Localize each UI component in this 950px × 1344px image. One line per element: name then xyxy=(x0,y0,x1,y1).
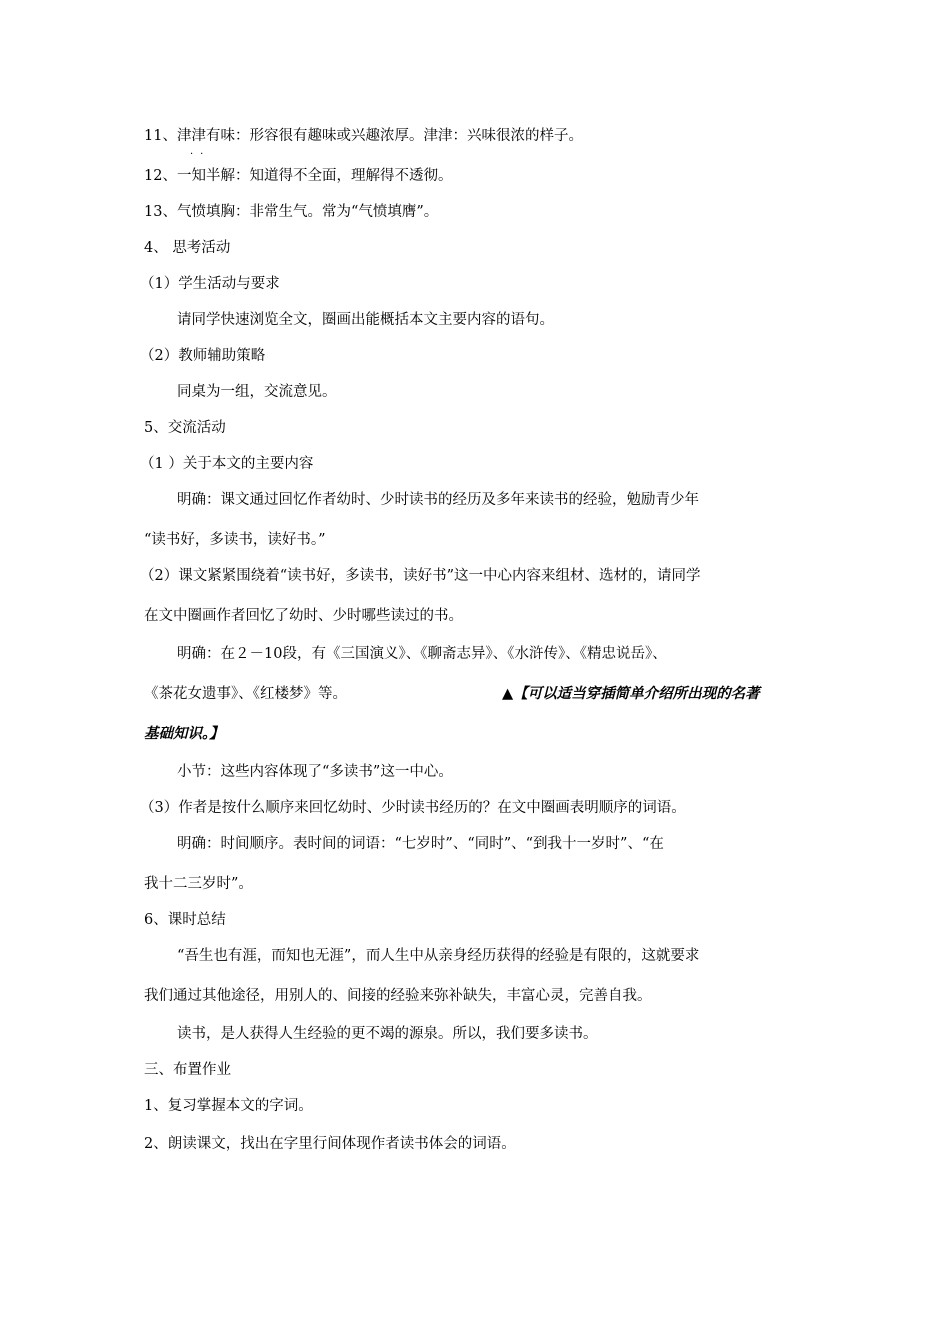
paragraph: 同桌为一组，交流意见。 xyxy=(177,384,337,400)
paragraph: 请同学快速浏览全文，圈画出能概括本文主要内容的语句。 xyxy=(177,312,554,328)
vocab-item-11: 11、津津有味：形容很有趣味或兴趣浓厚。津津：兴味很浓的样子。 xyxy=(144,128,583,144)
paragraph-continuation: 在文中圈画作者回忆了幼时、少时哪些读过的书。 xyxy=(144,608,463,624)
section-heading-3: 三、布置作业 xyxy=(144,1062,231,1078)
subsection-2: （2）教师辅助策略 xyxy=(140,348,266,364)
paragraph: 读书，是人获得人生经验的更不竭的源泉。所以，我们要多读书。 xyxy=(177,1026,598,1042)
paragraph-continuation: 我十二三岁时”。 xyxy=(144,876,253,892)
paragraph-continuation: “读书好，多读书，读好书。” xyxy=(144,532,326,548)
paragraph-continuation: 《茶花女遗事》、《红楼梦》等。 xyxy=(144,686,347,702)
section-heading-5: 5、交流活动 xyxy=(144,420,226,436)
homework-item-1: 1、复习掌握本文的字词。 xyxy=(144,1098,313,1114)
teaching-note-continuation: 基础知识。】 xyxy=(144,726,224,742)
paragraph: 明确：在２－10段，有《三国演义》、《聊斋志异》、《水浒传》、《精忠说岳》、 xyxy=(177,646,667,662)
paragraph: 明确：课文通过回忆作者幼时、少时读书的经历及多年来读书的经验，勉励青少年 xyxy=(177,492,699,508)
section-heading-4: 4、 思考活动 xyxy=(144,240,231,256)
homework-item-2: 2、朗读课文，找出在字里行间体现作者读书体会的词语。 xyxy=(144,1136,516,1152)
paragraph-continuation: 我们通过其他途径，用别人的、间接的经验来弥补缺失，丰富心灵，完善自我。 xyxy=(144,988,652,1004)
vocab-item-13: 13、气愤填胸：非常生气。常为“气愤填膺”。 xyxy=(144,204,439,220)
section-heading-6: 6、课时总结 xyxy=(144,912,226,928)
vocab-item-12: 12、一知半解：知道得不全面，理解得不透彻。 xyxy=(144,168,453,184)
subsection-3: （3）作者是按什么顺序来回忆幼时、少时读书经历的？在文中圈画表明顺序的词语。 xyxy=(140,800,686,816)
paragraph: 明确：时间顺序。表时间的词语：“七岁时”、“同时”、“到我十一岁时”、“在 xyxy=(177,836,664,852)
subsection-1: （1 ）关于本文的主要内容 xyxy=(140,456,314,472)
paragraph: “吾生也有涯，而知也无涯”，而人生中从亲身经历获得的经验是有限的，这就要求 xyxy=(177,948,700,964)
emphasis-dots: ·· xyxy=(190,149,211,160)
subsection-1: （1）学生活动与要求 xyxy=(140,276,280,292)
subsection-2: （2）课文紧紧围绕着“读书好，多读书，读好书”这一中心内容来组材、选材的，请同学 xyxy=(140,568,701,584)
paragraph: 小节：这些内容体现了“多读书”这一中心。 xyxy=(177,764,453,780)
teaching-note: ▲【可以适当穿插简单介绍所出现的名著 xyxy=(502,686,760,702)
